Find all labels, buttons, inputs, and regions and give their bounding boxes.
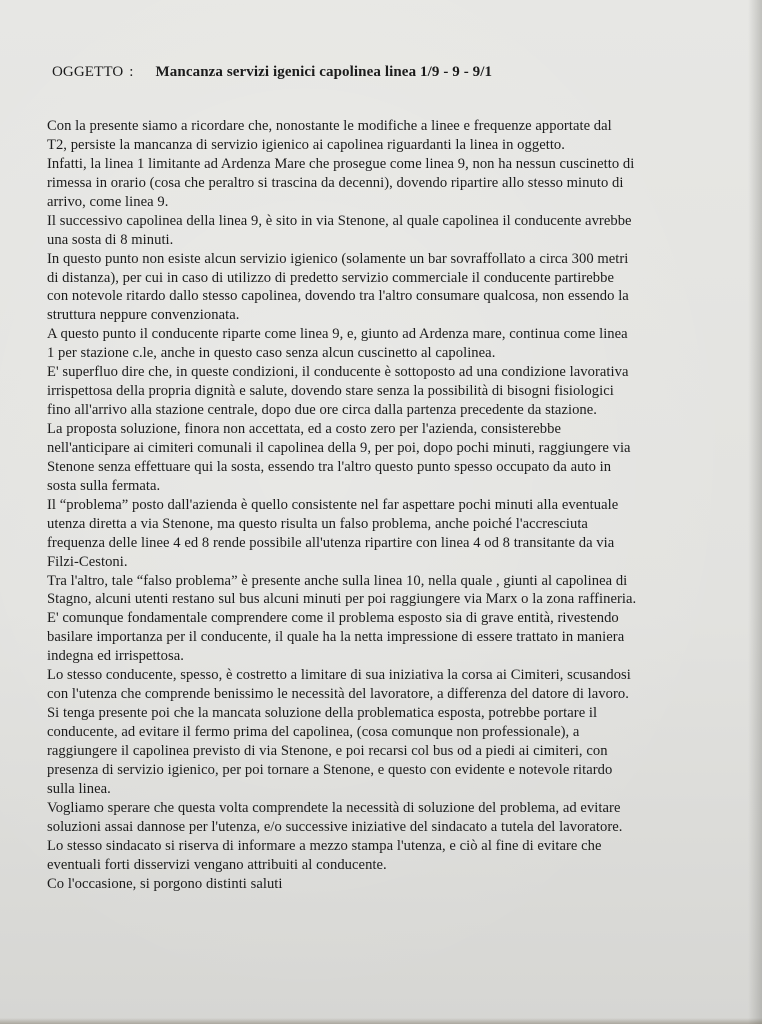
body-line: A questo punto il conducente riparte come linea 9, e, giunto ad Ardenza mare, continua come linea bbox=[47, 326, 628, 343]
body-line: Filzi-Cestoni. bbox=[47, 553, 128, 570]
body-line: Stenone senza effettuare qui la sosta, essendo tra l'altro questo punto spesso occupato da auto in bbox=[47, 458, 612, 475]
body-line: sulla linea. bbox=[47, 780, 111, 797]
body-line: nell'anticipare ai cimiteri comunali il capolinea della 9, per poi, dopo pochi minuti, raggiungere via bbox=[47, 439, 631, 456]
body-line: Il “problema” posto dall'azienda è quello consistente nel far aspettare pochi minuti alla eventuale bbox=[47, 496, 619, 513]
body-line: La proposta soluzione, finora non accettata, ed a costo zero per l'azienda, consisterebbe bbox=[47, 421, 561, 437]
body-line: frequenza delle linee 4 ed 8 rende possibile all'utenza ripartire con linea 4 od 8 transitante da via bbox=[47, 534, 615, 551]
body-line: struttura neppure convenzionata. bbox=[47, 307, 240, 324]
body-line: indegna ed irrispettosa. bbox=[47, 648, 184, 665]
body-line: irrispettosa della propria dignità e salute, dovendo stare senza la possibilità di bisogni fisiologici bbox=[47, 383, 614, 400]
body-line: Il successivo capolinea della linea 9, è sito in via Stenone, al quale capolinea il conducente avrebbe bbox=[47, 212, 632, 229]
body-line: T2, persiste la mancanza di servizio igienico ai capolinea riguardanti la linea in oggetto. bbox=[47, 136, 565, 153]
paper-right-shadow bbox=[748, 0, 762, 1024]
body-line: sosta sulla fermata. bbox=[47, 477, 161, 494]
body-line: fino all'arrivo alla stazione centrale, dopo due ore circa dalla partenza precedente da stazione. bbox=[47, 402, 597, 419]
body-line: presenza di servizio igienico, per poi tornare a Stenone, e questo con evidente e notevole ritardo bbox=[47, 761, 613, 778]
body-line: Lo stesso conducente, spesso, è costretto a limitare di sua iniziativa la corsa ai Cimiteri, scusandosi bbox=[47, 667, 631, 684]
body-line: con l'utenza che comprende benissimo le necessità del lavoratore, a differenza del datore di lavoro. bbox=[47, 686, 629, 703]
body-line: 1 per stazione c.le, anche in questo caso senza alcun cuscinetto al capolinea. bbox=[47, 345, 496, 362]
body-line: Vogliamo sperare che questa volta comprendete la necessità di soluzione del problema, ad evitare bbox=[47, 799, 621, 816]
body-line: arrivo, come linea 9. bbox=[47, 193, 169, 210]
body-line: Infatti, la linea 1 limitante ad Ardenza Mare che prosegue come linea 9, non ha nessun cuscinetto di bbox=[47, 155, 635, 172]
body-line: Si tenga presente poi che la mancata soluzione della problematica esposta, potrebbe portare il bbox=[47, 705, 598, 722]
letter-body bbox=[47, 117, 727, 893]
body-line: E' comunque fondamentale comprendere come il problema esposto sia di grave entità, rivestendo bbox=[47, 610, 619, 627]
body-line: conducente, ad evitare il fermo prima del capolinea, (cosa comunque non professionale), a bbox=[47, 724, 580, 740]
body-line: eventuali forti disservizi vengano attribuiti al conducente. bbox=[47, 856, 387, 873]
body-line: di distanza), per cui in caso di utilizzo di predetto servizio commerciale il conducente partirebbe bbox=[47, 269, 614, 286]
body-line: Con la presente siamo a ricordare che, nonostante le modifiche a linee e frequenze apportate dal bbox=[47, 118, 612, 134]
body-line: E' superfluo dire che, in queste condizioni, il conducente è sottoposto ad una condizione lavorativa bbox=[47, 364, 629, 381]
subject-label: OGGETTO bbox=[52, 64, 124, 80]
body-line: una sosta di 8 minuti. bbox=[47, 231, 174, 248]
body-line: rimessa in orario (cosa che peraltro si trascina da decenni), dovendo ripartire allo stesso minuto di bbox=[47, 174, 624, 191]
body-line: utenza diretta a via Stenone, ma questo risulta un falso problema, anche poiché l'accresciuta bbox=[47, 515, 588, 532]
body-line: In questo punto non esiste alcun servizio igienico (solamente un bar sovraffollato a circa 300 metri bbox=[47, 250, 629, 267]
paper-bottom-shadow bbox=[0, 1018, 762, 1024]
body-line: soluzioni assai dannose per l'utenza, e/o successive iniziative del sindacato a tutela del lavoratore. bbox=[47, 818, 623, 835]
body-line: Tra l'altro, tale “falso problema” è presente anche sulla linea 10, nella quale , giunti al capolinea di bbox=[47, 572, 628, 589]
subject-title: Mancanza servizi igenici capolinea linea 1/9 - 9 - 9/1 bbox=[155, 64, 493, 80]
subject-separator: : bbox=[129, 64, 134, 80]
body-line: basilare importanza per il conducente, il quale ha la netta impressione di essere trattato in maniera bbox=[47, 629, 625, 646]
body-line: Stagno, alcuni utenti restano sul bus alcuni minuti per poi raggiungere via Marx o la zona raffineria. bbox=[47, 591, 637, 608]
subject-line bbox=[52, 62, 492, 82]
body-line: raggiungere il capolinea previsto di via Stenone, e poi recarsi col bus od a piedi ai cimiteri, con bbox=[47, 742, 608, 759]
body-line: Lo stesso sindacato si riserva di informare a mezzo stampa l'utenza, e ciò al fine di evitare che bbox=[47, 837, 602, 854]
body-line: con notevole ritardo dallo stesso capolinea, dovendo tra l'altro consumare qualcosa, non essendo la bbox=[47, 288, 629, 305]
body-line: Co l'occasione, si porgono distinti saluti bbox=[47, 875, 283, 892]
